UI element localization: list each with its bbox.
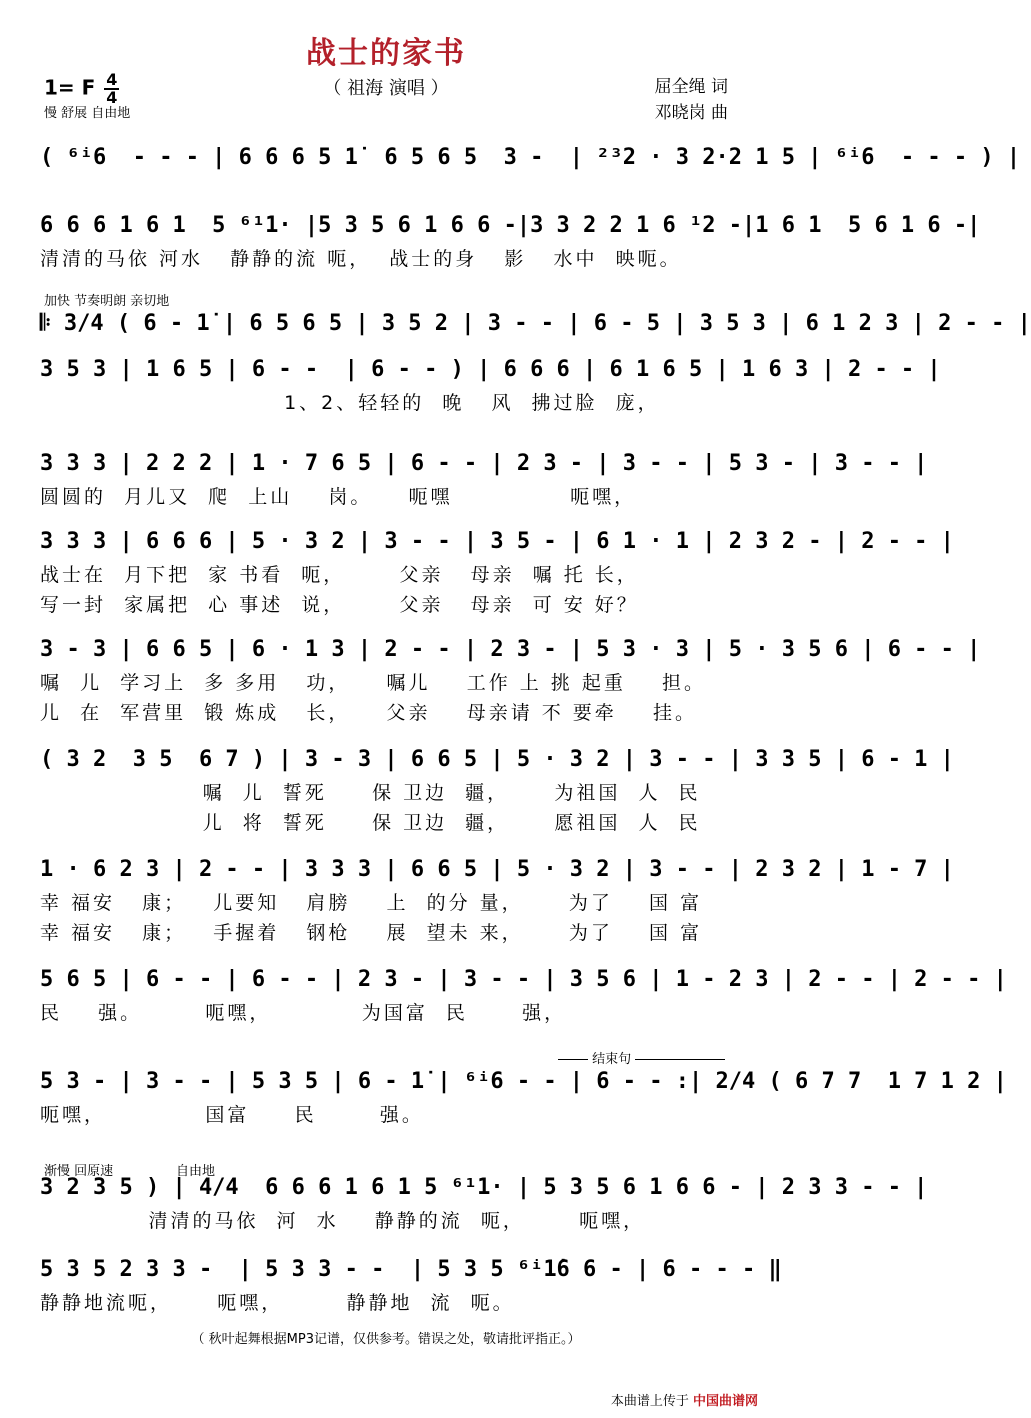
transcriber-note: （ 秋叶起舞根据MP3记谱，仅供参考。错误之处，敬请批评指正。） <box>191 1332 581 1347</box>
footer <box>611 1390 758 1409</box>
footer-prefix: 本曲谱上传于 <box>610 1394 689 1409</box>
score-line <box>40 742 954 838</box>
score-line <box>40 852 954 948</box>
lyric-row: 嘱 儿 学习上 多 多用 功， 嘱儿 工作 上 挑 起重 担。 <box>40 672 706 694</box>
lyric-row: 儿 将 誓死 保 卫边 疆， 愿祖国 人 民 <box>40 812 701 834</box>
lyric-row: 幸 福安 康； 手握着 钢枪 展 望未 来， 为了 国 富 <box>40 922 703 944</box>
lyric-row: 呃嘿， 国富 民 强。 <box>40 1104 424 1126</box>
score-line <box>40 1170 928 1236</box>
notation-row: 6 6 6 1 6 1 5 ⁶¹1· |5 3 5 6 1 6 6 -|3 3 2 2 1 6 ¹2 -|1 6 1 5 6 1 6 -| <box>40 213 981 238</box>
score-line <box>40 1252 782 1318</box>
notation-row: 3 3 3 | 2 2 2 | 1 · 7 6 5 | 6 - - | 2 3 - | 3 - - | 5 3 - | 3 - - | <box>40 451 928 476</box>
tempo-marking: 慢 舒展 自由地 <box>44 106 131 121</box>
lyric-row: 嘱 儿 誓死 保 卫边 疆， 为祖国 人 民 <box>40 782 701 804</box>
tempo-marking-4: 自由地 <box>176 1164 216 1179</box>
lyric-row: 圆圆的 月儿又 爬 上山 岗。 呃嘿 呃嘿， <box>40 486 637 508</box>
notation-row: 3 2 3 5 ) | 4/4 6 6 6 1 6 1 5 ⁶¹1· | 5 3 5 6 1 6 6 - | 2 3 3 - - | <box>40 1175 928 1200</box>
time-numerator: 4 <box>106 70 118 89</box>
composer: 邓晓岗 曲 <box>654 103 728 123</box>
ending-text: 结束句 <box>592 1052 632 1067</box>
lyric-row: 民 强。 呃嘿， 为国富 民 强， <box>40 1002 567 1024</box>
score-line <box>40 1064 1007 1130</box>
score-line <box>40 140 1021 176</box>
score-line <box>40 352 941 418</box>
lyric-row: 儿 在 军营里 锻 炼成 长， 父亲 母亲请 不 要牵 挂。 <box>40 702 697 724</box>
notation-row: 5 3 5 2 3 3 - | 5 3 3 - - | 5 3 5 ⁶ⁱ1̇6 6 - | 6 - - - ‖ <box>40 1257 782 1282</box>
score-line <box>40 962 1007 1028</box>
ending-rule-right <box>635 1059 725 1060</box>
score-line <box>40 446 928 512</box>
tempo-marking-2: 加快 节奏明朗 亲切地 <box>44 294 170 309</box>
notation-row: 3 5 3 | 1 6 5 | 6 - - | 6 - - ) | 6 6 6 | 6 1 6 5 | 1 6 3 | 2 - - | <box>40 357 941 382</box>
score-line <box>40 632 981 728</box>
lyric-row: 幸 福安 康； 儿要知 肩膀 上 的分 量， 为了 国 富 <box>40 892 703 914</box>
notation-row: 3 3 3 | 6 6 6 | 5 · 3 2 | 3 - - | 3 5 - | 6 1 · 1 | 2 3 2 - | 2 - - | <box>40 529 954 554</box>
notation-row: 1 · 6 2 3 | 2 - - | 3 3 3 | 6 6 5 | 5 · 3 2 | 3 - - | 2 3 2 | 1 - 7 | <box>40 857 954 882</box>
tempo-marking-3: 渐慢 回原速 <box>44 1164 114 1179</box>
lyric-row: 清清的马依 河水 静静的流 呃， 战士的身 影 水中 映呃。 <box>40 248 682 270</box>
time-denominator: 4 <box>106 88 118 107</box>
site-logo: 中国曲谱网 <box>692 1394 758 1409</box>
ending-rule-left <box>558 1059 588 1060</box>
singer-label: （ 祖海 演唱 ） <box>323 78 449 99</box>
notation-row: 5 6 5 | 6 - - | 6 - - | 2 3 - | 3 - - | 3 5 6 | 1 - 2 3 | 2 - - | 2 - - | <box>40 967 1007 992</box>
notation-row: 𝄆 3/4 ( 6 - 1̇ | 6 5 6 5 | 3 5 2 | 3 - - | 6 - 5 | 3 5 3 | 6 1 2 3 | 2 - - | <box>40 311 1031 336</box>
lyric-row: 战士在 月下把 家 书看 呃， 父亲 母亲 嘱 托 长， <box>40 564 639 586</box>
notation-row: 3 - 3 | 6 6 5 | 6 · 1 3 | 2 - - | 2 3 - | 5 3 · 3 | 5 · 3 5 6 | 6 - - | <box>40 637 981 662</box>
score-line <box>40 208 981 274</box>
page-title: 战士的家书 <box>306 36 466 71</box>
key-label: 1= F <box>44 75 96 100</box>
notation-row: ( 3 2 3 5 6 7 ) | 3 - 3 | 6 6 5 | 5 · 3 2 | 3 - - | 3 3 5 | 6 - 1 | <box>40 747 954 772</box>
lyric-row: 1、2、轻轻的 晚 风 拂过脸 庞， <box>40 392 660 414</box>
notation-row: 5 3 - | 3 - - | 5 3 5 | 6 - 1̇ | ⁶ⁱ6 - - | 6 - - :| 2/4 ( 6 7 7 1 7 1 2 | <box>40 1069 1007 1094</box>
lyricist: 屈全绳 词 <box>654 77 728 97</box>
score-line <box>40 524 954 620</box>
notation-row: ( ⁶ⁱ6 - - - | 6 6 6 5 1̇ 6 5 6 5 3 - | ²³2 · 3 2·2 1 5 | ⁶ⁱ6 - - - ) | <box>40 145 1021 170</box>
score-line <box>40 306 1031 342</box>
lyric-row: 清清的马依 河 水 静静的流 呃， 呃嘿， <box>40 1210 646 1232</box>
lyric-row: 写一封 家属把 心 事述 说， 父亲 母亲 可 安 好？ <box>40 594 639 616</box>
lyric-row: 静静地流呃， 呃嘿， 静静地 流 呃。 <box>40 1292 515 1314</box>
